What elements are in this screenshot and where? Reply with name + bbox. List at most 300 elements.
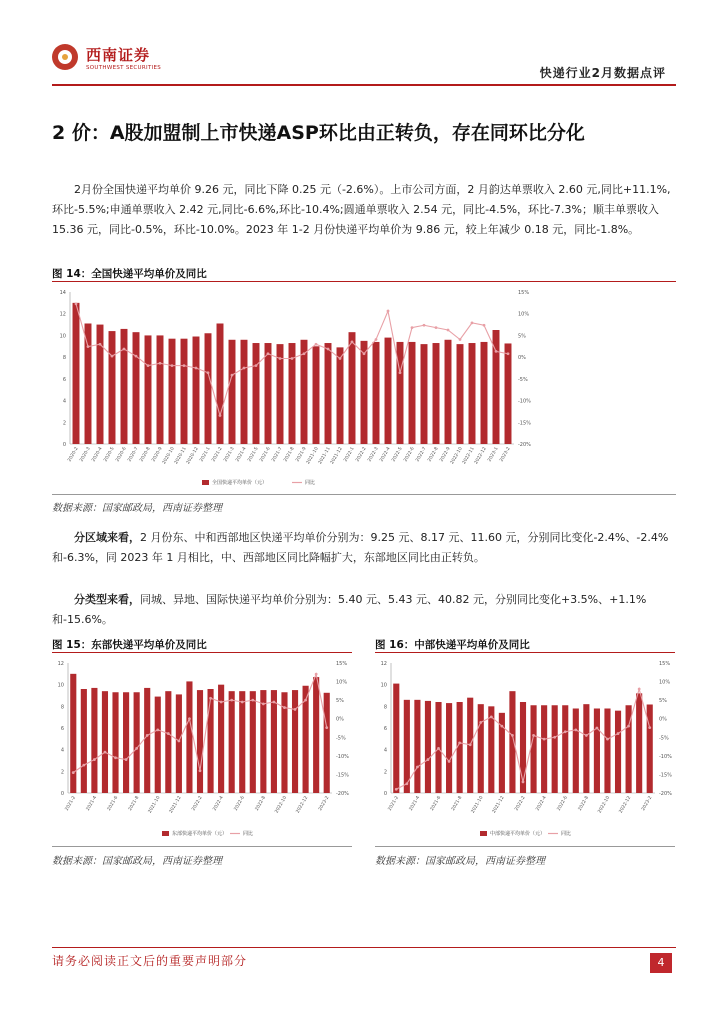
yoy-point bbox=[291, 357, 294, 360]
price-bar bbox=[145, 335, 152, 444]
price-bar bbox=[169, 339, 176, 444]
x-tick-label: 2021-2 bbox=[64, 795, 78, 812]
yoy-point bbox=[564, 730, 567, 733]
x-tick-label: 2020-4 bbox=[91, 446, 104, 463]
yoy-point bbox=[606, 738, 609, 741]
figure-16-source: 数据来源：国家邮政局，西南证券整理 bbox=[375, 856, 545, 867]
yoy-point bbox=[411, 326, 414, 329]
yoy-point bbox=[147, 364, 150, 367]
price-bar bbox=[409, 342, 416, 444]
x-tick-label: 2021-12 bbox=[491, 795, 506, 815]
y2-tick-label: 10% bbox=[336, 679, 348, 686]
price-bar bbox=[134, 692, 140, 793]
price-bar bbox=[241, 340, 248, 444]
price-bar bbox=[393, 684, 399, 793]
x-tick-label: 2022-10 bbox=[274, 795, 289, 815]
yoy-point bbox=[315, 673, 318, 676]
yoy-point bbox=[479, 721, 482, 724]
yoy-point bbox=[125, 758, 128, 761]
yoy-point bbox=[399, 371, 402, 374]
price-bar bbox=[176, 694, 182, 793]
price-bar bbox=[85, 323, 92, 444]
x-tick-label: 2023-1 bbox=[487, 446, 500, 463]
yoy-point bbox=[387, 310, 390, 313]
yoy-point bbox=[82, 764, 85, 767]
yoy-point bbox=[231, 374, 234, 377]
price-bar bbox=[133, 332, 140, 444]
y-tick-label: 6 bbox=[383, 726, 387, 732]
y2-tick-label: -5% bbox=[518, 376, 528, 383]
x-tick-label: 2022-6 bbox=[403, 446, 416, 463]
yoy-point bbox=[627, 725, 630, 728]
price-bar bbox=[253, 343, 260, 444]
yoy-point bbox=[405, 782, 408, 785]
x-tick-label: 2022-3 bbox=[367, 446, 380, 463]
figure-16-bottom-rule bbox=[375, 846, 675, 847]
price-bar bbox=[229, 340, 236, 444]
yoy-point bbox=[427, 758, 430, 761]
paragraph-national-price: 2月份全国快递平均单价 9.26 元，同比下降 0.25 元（-2.6%）。上市公司方面，2 月韵达单票收入 2.60 元,同比+11.1%,环比-5.5%;申通单票收入 2.42 元,同比-6.6%,环比-10.4%;圆通单票收入 2.54 元，同比-4.5%，环比-7.3%；顺丰单票收入 15.36 元，同比-0.5%，环比-10.0%。2023 年 1-2 月份快递平均单价为 9.86 元，较上年减少 0.18 元，同比-1.8%。 bbox=[52, 183, 671, 236]
y-tick-label: 10 bbox=[59, 333, 66, 340]
yoy-point bbox=[574, 728, 577, 731]
yoy-point bbox=[183, 364, 186, 367]
x-tick-label: 2021-11 bbox=[317, 446, 332, 466]
x-tick-label: 2021-10 bbox=[147, 795, 162, 815]
paragraph-type bbox=[52, 590, 672, 630]
price-bar bbox=[445, 340, 452, 444]
x-tick-label: 2020-5 bbox=[103, 446, 116, 463]
figure-14-title: 图 14：全国快递平均单价及同比 bbox=[52, 268, 207, 280]
x-tick-label: 2023-2 bbox=[499, 446, 512, 463]
x-tick-label: 2020-3 bbox=[79, 446, 92, 463]
y2-tick-label: 15% bbox=[336, 661, 348, 667]
paragraph-type-lead: 分类型来看， bbox=[74, 593, 140, 606]
y-tick-label: 12 bbox=[57, 661, 64, 667]
yoy-point bbox=[135, 355, 138, 358]
x-tick-label: 2020-6 bbox=[115, 446, 128, 463]
yoy-point bbox=[241, 701, 244, 704]
price-bar bbox=[414, 700, 420, 793]
y2-tick-label: -10% bbox=[336, 753, 349, 760]
x-tick-label: 2022-10 bbox=[597, 795, 612, 815]
x-tick-label: 2021-4 bbox=[408, 795, 422, 812]
yoy-point bbox=[395, 788, 398, 791]
price-bar bbox=[181, 339, 188, 444]
price-bar bbox=[97, 325, 104, 444]
legend-bar-swatch bbox=[480, 831, 487, 836]
y2-tick-label: -5% bbox=[659, 735, 669, 742]
x-tick-label: 2022-12 bbox=[618, 795, 633, 815]
yoy-point bbox=[327, 348, 330, 351]
x-tick-label: 2021-6 bbox=[429, 795, 443, 812]
figure-16-rule bbox=[375, 652, 675, 653]
x-tick-label: 2023-2 bbox=[318, 795, 331, 812]
yoy-point bbox=[304, 699, 307, 702]
y2-tick-label: 5% bbox=[336, 698, 344, 705]
y-tick-label: 2 bbox=[60, 769, 64, 776]
x-tick-label: 2022-10 bbox=[449, 446, 464, 466]
footer-disclaimer: 请务必阅读正文后的重要声明部分 bbox=[52, 954, 248, 968]
paragraph-type-text: 同城、异地、国际快递平均单价分别为：5.40 元、5.43 元、40.82 元，分别同比变化+3.5%、+1.1%和-15.6%。 bbox=[52, 593, 647, 626]
y2-tick-label: 0% bbox=[336, 716, 344, 723]
x-tick-label: 2022-11 bbox=[461, 446, 476, 466]
y-tick-label: 0 bbox=[383, 791, 387, 797]
yoy-point bbox=[207, 371, 210, 374]
price-bar bbox=[144, 688, 150, 793]
x-tick-label: 2021-7 bbox=[271, 446, 284, 463]
yoy-point bbox=[303, 352, 306, 355]
yoy-point bbox=[111, 355, 114, 358]
y-tick-label: 0 bbox=[60, 791, 64, 797]
x-tick-label: 2021-3 bbox=[223, 446, 236, 463]
yoy-point bbox=[543, 738, 546, 741]
price-bar bbox=[425, 701, 431, 793]
price-bar bbox=[469, 343, 476, 444]
x-tick-label: 2022-6 bbox=[556, 795, 569, 812]
yoy-point bbox=[458, 741, 461, 744]
x-tick-label: 2020-11 bbox=[173, 446, 188, 466]
x-tick-label: 2020-12 bbox=[185, 446, 200, 466]
figure-15-title: 图 15：东部快递平均单价及同比 bbox=[52, 639, 207, 651]
x-tick-label: 2020-9 bbox=[151, 446, 164, 463]
yoy-point bbox=[459, 338, 462, 341]
yoy-point bbox=[375, 338, 378, 341]
yoy-point bbox=[363, 352, 366, 355]
price-bar bbox=[292, 690, 298, 793]
y-tick-label: 14 bbox=[59, 290, 66, 296]
price-bar bbox=[102, 691, 108, 793]
yoy-point bbox=[471, 321, 474, 324]
yoy-point bbox=[435, 326, 438, 329]
legend-line-label: 同比 bbox=[561, 831, 572, 837]
x-tick-label: 2021-12 bbox=[168, 795, 183, 815]
price-bar bbox=[337, 347, 344, 444]
yoy-point bbox=[72, 771, 75, 774]
price-bar bbox=[530, 705, 536, 793]
x-tick-label: 2021-5 bbox=[247, 446, 260, 463]
yoy-point bbox=[188, 717, 191, 720]
price-bar bbox=[421, 344, 428, 444]
x-tick-label: 2022-2 bbox=[191, 795, 204, 812]
price-bar bbox=[186, 681, 192, 793]
x-tick-label: 2023-2 bbox=[641, 795, 654, 812]
yoy-point bbox=[273, 701, 276, 704]
y-tick-label: 8 bbox=[62, 355, 66, 362]
legend-bar-label: 中部快递平均单价（元） bbox=[490, 831, 546, 837]
price-bar bbox=[397, 342, 404, 444]
yoy-point bbox=[75, 302, 78, 305]
price-bar bbox=[73, 303, 80, 444]
price-bar bbox=[573, 709, 579, 794]
logo-name-cn: 西南证券 bbox=[86, 46, 151, 64]
figure-14-rule bbox=[52, 281, 676, 282]
yoy-point bbox=[219, 414, 222, 417]
price-bar bbox=[239, 691, 245, 793]
legend-bar-label: 东部快递平均单价（元） bbox=[172, 831, 228, 837]
yoy-point bbox=[104, 751, 107, 754]
figure-15-rule bbox=[52, 652, 352, 653]
y2-tick-label: -20% bbox=[518, 442, 531, 448]
report-title: 快递行业2月数据点评 bbox=[539, 66, 666, 80]
x-tick-label: 2022-5 bbox=[391, 446, 404, 463]
y2-tick-label: -15% bbox=[659, 772, 672, 779]
x-tick-label: 2020-7 bbox=[127, 446, 140, 463]
yoy-point bbox=[483, 324, 486, 327]
y2-tick-label: -5% bbox=[336, 735, 346, 742]
yoy-point bbox=[251, 699, 254, 702]
y2-tick-label: 10% bbox=[518, 311, 530, 318]
yoy-point bbox=[553, 736, 556, 739]
price-bar bbox=[520, 702, 526, 793]
figure-15-bottom-rule bbox=[52, 846, 352, 847]
y-tick-label: 0 bbox=[62, 442, 66, 448]
x-tick-label: 2022-2 bbox=[355, 446, 368, 463]
yoy-point bbox=[638, 688, 641, 691]
price-bar bbox=[301, 340, 308, 444]
paragraph-region bbox=[52, 528, 672, 568]
x-tick-label: 2021-2 bbox=[387, 795, 401, 812]
yoy-point bbox=[267, 352, 270, 355]
section-title: 2 价：A股加盟制上市快递ASP环比由正转负，存在同环比分化 bbox=[52, 122, 585, 144]
price-bar bbox=[265, 343, 272, 444]
price-bar bbox=[562, 705, 568, 793]
x-tick-label: 2022-6 bbox=[233, 795, 246, 812]
legend-bar-swatch bbox=[202, 480, 209, 485]
yoy-point bbox=[283, 706, 286, 709]
yoy-point bbox=[495, 350, 498, 353]
price-bar bbox=[636, 693, 642, 793]
yoy-point bbox=[448, 760, 451, 763]
y-tick-label: 8 bbox=[60, 704, 64, 711]
y2-tick-label: 0% bbox=[659, 716, 667, 723]
yoy-point bbox=[279, 357, 282, 360]
price-bar bbox=[583, 704, 589, 793]
x-tick-label: 2021-4 bbox=[235, 446, 248, 463]
yoy-point bbox=[195, 367, 198, 370]
x-tick-label: 2021-8 bbox=[283, 446, 296, 463]
footer-divider bbox=[52, 947, 676, 948]
yoy-point bbox=[447, 329, 450, 332]
x-tick-label: 2021-6 bbox=[106, 795, 120, 812]
price-bar bbox=[478, 704, 484, 793]
x-tick-label: 2021-10 bbox=[305, 446, 320, 466]
y2-tick-label: 10% bbox=[659, 679, 671, 686]
yoy-point bbox=[255, 364, 258, 367]
yoy-point bbox=[135, 747, 138, 750]
x-tick-label: 2022-7 bbox=[415, 446, 428, 463]
yoy-point bbox=[123, 348, 126, 351]
yoy-point bbox=[532, 734, 535, 737]
y2-tick-label: -20% bbox=[659, 791, 672, 797]
yoy-point bbox=[114, 756, 117, 759]
price-bar bbox=[197, 690, 203, 793]
price-bar bbox=[313, 677, 319, 793]
x-tick-label: 2022-8 bbox=[254, 795, 268, 812]
figure-15-source: 数据来源：国家邮政局，西南证券整理 bbox=[52, 856, 222, 867]
figure-16-chart bbox=[375, 655, 675, 845]
price-bar bbox=[505, 343, 512, 444]
company-logo-icon bbox=[52, 44, 78, 70]
yoy-point bbox=[87, 345, 90, 348]
yoy-point bbox=[230, 699, 233, 702]
x-tick-label: 2021-8 bbox=[451, 795, 464, 812]
yoy-point bbox=[220, 701, 223, 704]
yoy-point bbox=[146, 734, 149, 737]
price-bar bbox=[325, 343, 332, 444]
price-bar bbox=[594, 709, 600, 794]
x-tick-label: 2021-6 bbox=[259, 446, 272, 463]
paragraph-region-lead: 分区域来看， bbox=[74, 531, 140, 544]
yoy-point bbox=[177, 740, 180, 743]
yoy-point bbox=[209, 697, 212, 700]
y2-tick-label: -15% bbox=[336, 772, 349, 779]
price-bar bbox=[552, 705, 558, 793]
yoy-point bbox=[325, 726, 328, 729]
yoy-point bbox=[469, 743, 472, 746]
yoy-point bbox=[416, 766, 419, 769]
price-bar bbox=[70, 674, 76, 793]
price-bar bbox=[207, 689, 213, 793]
price-bar bbox=[481, 342, 488, 444]
x-tick-label: 2021-4 bbox=[85, 795, 99, 812]
x-tick-label: 2021-1 bbox=[199, 446, 212, 463]
yoy-point bbox=[351, 340, 354, 343]
x-tick-label: 2021-9 bbox=[295, 446, 308, 463]
page-number: 4 bbox=[650, 953, 672, 973]
yoy-point bbox=[617, 732, 620, 735]
y2-tick-label: 5% bbox=[659, 698, 667, 705]
x-tick-label: 2022-2 bbox=[514, 795, 527, 812]
logo-name-en: SOUTHWEST SECURITIES bbox=[86, 65, 162, 71]
yoy-point bbox=[243, 367, 246, 370]
x-tick-label: 2022-4 bbox=[212, 795, 225, 812]
figure-14-source: 数据来源：国家邮政局，西南证券整理 bbox=[52, 503, 222, 514]
yoy-point bbox=[262, 702, 265, 705]
yoy-point bbox=[490, 715, 493, 718]
price-bar bbox=[155, 697, 161, 793]
y2-tick-label: 5% bbox=[518, 333, 526, 340]
yoy-point bbox=[171, 364, 174, 367]
legend-bar-swatch bbox=[162, 831, 169, 836]
y-tick-label: 6 bbox=[60, 726, 64, 732]
figure-16-title: 图 16：中部快递平均单价及同比 bbox=[375, 639, 530, 651]
x-tick-label: 2022-4 bbox=[379, 446, 392, 463]
yoy-point bbox=[315, 343, 318, 346]
price-bar bbox=[457, 344, 464, 444]
y-tick-label: 10 bbox=[57, 682, 64, 689]
yoy-point bbox=[522, 780, 525, 783]
yoy-point bbox=[93, 758, 96, 761]
y-tick-label: 4 bbox=[383, 747, 387, 754]
x-tick-label: 2022-12 bbox=[473, 446, 488, 466]
price-bar bbox=[123, 692, 129, 793]
yoy-point bbox=[423, 324, 426, 327]
price-bar bbox=[165, 691, 171, 793]
price-bar bbox=[509, 691, 515, 793]
y-tick-label: 12 bbox=[380, 661, 387, 667]
yoy-point bbox=[596, 727, 599, 730]
y-tick-label: 4 bbox=[62, 398, 66, 405]
price-bar bbox=[404, 700, 410, 793]
y2-tick-label: -10% bbox=[518, 398, 531, 405]
y-tick-label: 8 bbox=[383, 704, 387, 711]
price-bar bbox=[91, 688, 97, 793]
x-tick-label: 2022-8 bbox=[577, 795, 591, 812]
price-bar bbox=[109, 331, 116, 444]
price-bar bbox=[361, 341, 368, 444]
yoy-point bbox=[511, 734, 514, 737]
y-tick-label: 12 bbox=[59, 311, 66, 318]
yoy-point bbox=[167, 732, 170, 735]
yoy-point bbox=[199, 769, 202, 772]
price-bar bbox=[193, 337, 200, 444]
figure-15-chart bbox=[52, 655, 352, 845]
x-tick-label: 2021-8 bbox=[128, 795, 141, 812]
price-bar bbox=[205, 333, 212, 444]
header-divider bbox=[52, 84, 676, 86]
price-bar bbox=[446, 703, 452, 793]
price-bar bbox=[373, 342, 380, 444]
yoy-point bbox=[507, 352, 510, 355]
figure-14-bottom-rule bbox=[52, 494, 676, 495]
legend-line-label: 同比 bbox=[243, 831, 254, 837]
price-bar bbox=[541, 705, 547, 793]
x-tick-label: 2022-1 bbox=[343, 446, 356, 463]
yoy-point bbox=[339, 357, 342, 360]
yoy-point bbox=[156, 728, 159, 731]
yoy-point bbox=[99, 343, 102, 346]
yoy-point bbox=[648, 726, 651, 729]
price-bar bbox=[250, 691, 256, 793]
y-tick-label: 2 bbox=[383, 769, 387, 776]
figure-14-chart bbox=[52, 284, 552, 494]
y2-tick-label: -10% bbox=[659, 753, 672, 760]
price-bar bbox=[217, 323, 224, 444]
y-tick-label: 2 bbox=[62, 420, 66, 427]
price-bar bbox=[324, 693, 330, 793]
price-bar bbox=[271, 690, 277, 793]
x-tick-label: 2022-12 bbox=[295, 795, 310, 815]
yoy-point bbox=[500, 725, 503, 728]
x-tick-label: 2020-2 bbox=[67, 446, 80, 463]
price-bar bbox=[349, 332, 356, 444]
paragraph-region-text: 2 月份东、中和西部地区快递平均单价分别为：9.25 元、8.17 元、11.60 元，分别同比变化-2.4%、-2.4%和-6.3%，同 2023 年 1 月相比，中、西部地区同比降幅扩大，东部地区同比由正转负。 bbox=[52, 531, 669, 564]
x-tick-label: 2022-8 bbox=[427, 446, 440, 463]
price-bar bbox=[260, 690, 266, 793]
price-bar bbox=[112, 692, 118, 793]
yoy-point bbox=[159, 362, 162, 365]
x-tick-label: 2021-10 bbox=[470, 795, 485, 815]
legend-line-label: 同比 bbox=[305, 480, 316, 486]
yoy-point bbox=[585, 734, 588, 737]
price-bar bbox=[229, 691, 235, 793]
price-bar bbox=[157, 335, 164, 444]
y2-tick-label: -15% bbox=[518, 420, 531, 427]
x-tick-label: 2022-4 bbox=[535, 795, 548, 812]
x-tick-label: 2020-10 bbox=[161, 446, 176, 466]
price-bar bbox=[81, 689, 87, 793]
x-tick-label: 2021-2 bbox=[211, 446, 224, 463]
x-tick-label: 2022-9 bbox=[439, 446, 452, 463]
y2-tick-label: 15% bbox=[518, 290, 530, 296]
yoy-point bbox=[437, 747, 440, 750]
x-tick-label: 2021-12 bbox=[329, 446, 344, 466]
x-tick-label: 2020-8 bbox=[139, 446, 152, 463]
price-bar bbox=[433, 343, 440, 444]
y2-tick-label: -20% bbox=[336, 791, 349, 797]
price-bar bbox=[313, 346, 320, 444]
y2-tick-label: 0% bbox=[518, 355, 526, 362]
